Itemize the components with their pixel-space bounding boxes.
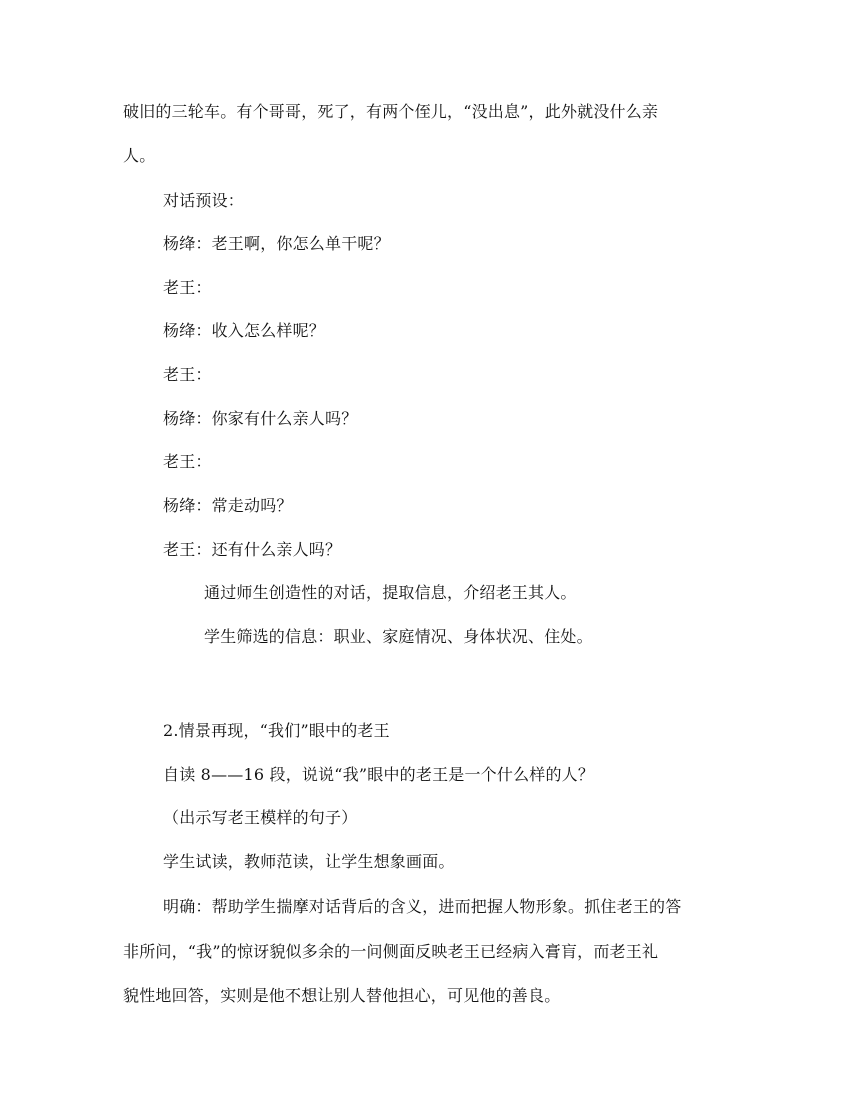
instruction-line-2: （出示写老王模样的句子） <box>163 808 358 827</box>
paragraph-line-1: 破旧的三轮车。有个哥哥，死了，有两个侄儿，“没出息”，此外就没什么亲 <box>123 102 659 121</box>
note-line-1: 通过师生创造性的对话，提取信息，介绍老王其人。 <box>204 583 577 602</box>
instruction-line-3: 学生试读，教师范读，让学生想象画面。 <box>163 852 455 871</box>
dialogue-heading: 对话预设： <box>163 191 245 210</box>
dialogue-line: 老王： <box>163 278 212 297</box>
dialogue-line: 老王：还有什么亲人吗？ <box>163 540 342 559</box>
dialogue-line: 杨绛：收入怎么样呢？ <box>163 321 326 340</box>
dialogue-line: 老王： <box>163 452 212 471</box>
clarify-line-2: 非所问，“我”的惊讶貌似多余的一问侧面反映老王已经病入膏肓，而老王礼 <box>123 942 659 961</box>
dialogue-line: 杨绛：老王啊，你怎么单干呢？ <box>163 234 390 253</box>
paragraph-line-2: 人。 <box>123 146 156 165</box>
dialogue-line: 老王： <box>163 365 212 384</box>
clarify-line-3: 貌性地回答，实则是他不想让别人替他担心，可见他的善良。 <box>123 986 561 1005</box>
note-line-2: 学生筛选的信息：职业、家庭情况、身体状况、住处。 <box>204 627 593 646</box>
clarify-line-1: 明确：帮助学生揣摩对话背后的含义，进而把握人物形象。抓住老王的答 <box>163 897 682 916</box>
section-2-heading: 2.情景再现，“我们”眼中的老王 <box>163 721 390 740</box>
dialogue-line: 杨绛：你家有什么亲人吗？ <box>163 409 358 428</box>
dialogue-line: 杨绛：常走动吗？ <box>163 496 293 515</box>
instruction-line-1: 自读 8——16 段，说说“我”眼中的老王是一个什么样的人？ <box>163 765 595 784</box>
